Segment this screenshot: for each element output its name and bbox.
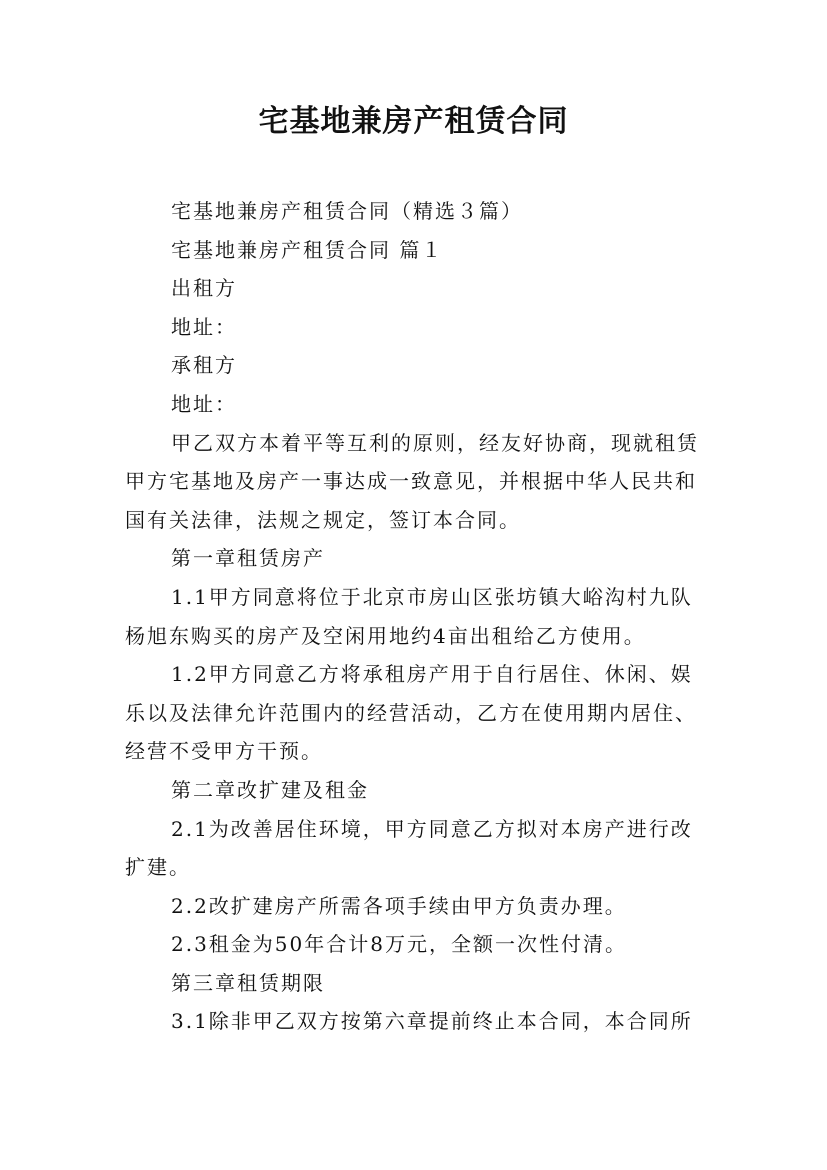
lessor-address-label: 地址： [171, 314, 237, 339]
clause-line: 1.2甲方同意乙方将承租房产用于自行居住、休闲、娱 [171, 662, 693, 687]
paragraph-line: 国有关法律，法规之规定，签订本合同。 [125, 507, 521, 532]
clause-line: 2.3租金为50年合计8万元，全额一次性付清。 [171, 932, 627, 957]
chapter-heading: 第一章租赁房产 [171, 546, 325, 571]
chapter-heading: 第三章租赁期限 [171, 970, 325, 995]
clause-line: 2.2改扩建房产所需各项手续由甲方负责办理。 [171, 893, 627, 918]
lessee-label: 承租方 [171, 353, 237, 378]
clause-line: 经营不受甲方干预。 [125, 739, 323, 764]
clause-line: 杨旭东购买的房产及空闲用地约4亩出租给乙方使用。 [125, 623, 646, 648]
clause-line: 3.1除非甲乙双方按第六章提前终止本合同，本合同所 [171, 1009, 693, 1034]
subtitle-line: 宅基地兼房产租赁合同（精选３篇） [171, 199, 523, 223]
clause-line: 扩建。 [125, 855, 191, 880]
document-title: 宅基地兼房产租赁合同 [258, 104, 569, 139]
document-body [125, 192, 715, 1041]
section-heading: 宅基地兼房产租赁合同 篇１ [171, 237, 444, 262]
clause-line: 乐以及法律允许范围内的经营活动，乙方在使用期内居住、 [125, 700, 697, 725]
paragraph-line: 甲方宅基地及房产一事达成一致意见，并根据中华人民共和 [125, 469, 697, 494]
lessor-label: 出租方 [171, 276, 237, 301]
clause-line: 1.1甲方同意将位于北京市房山区张坊镇大峪沟村九队 [171, 584, 693, 609]
clause-line: 2.1为改善居住环境，甲方同意乙方拟对本房产进行改 [171, 816, 693, 841]
chapter-heading: 第二章改扩建及租金 [171, 777, 369, 802]
lessee-address-label: 地址： [171, 391, 237, 416]
paragraph-line: 甲乙双方本着平等互利的原则，经友好协商，现就租赁 [171, 430, 699, 455]
